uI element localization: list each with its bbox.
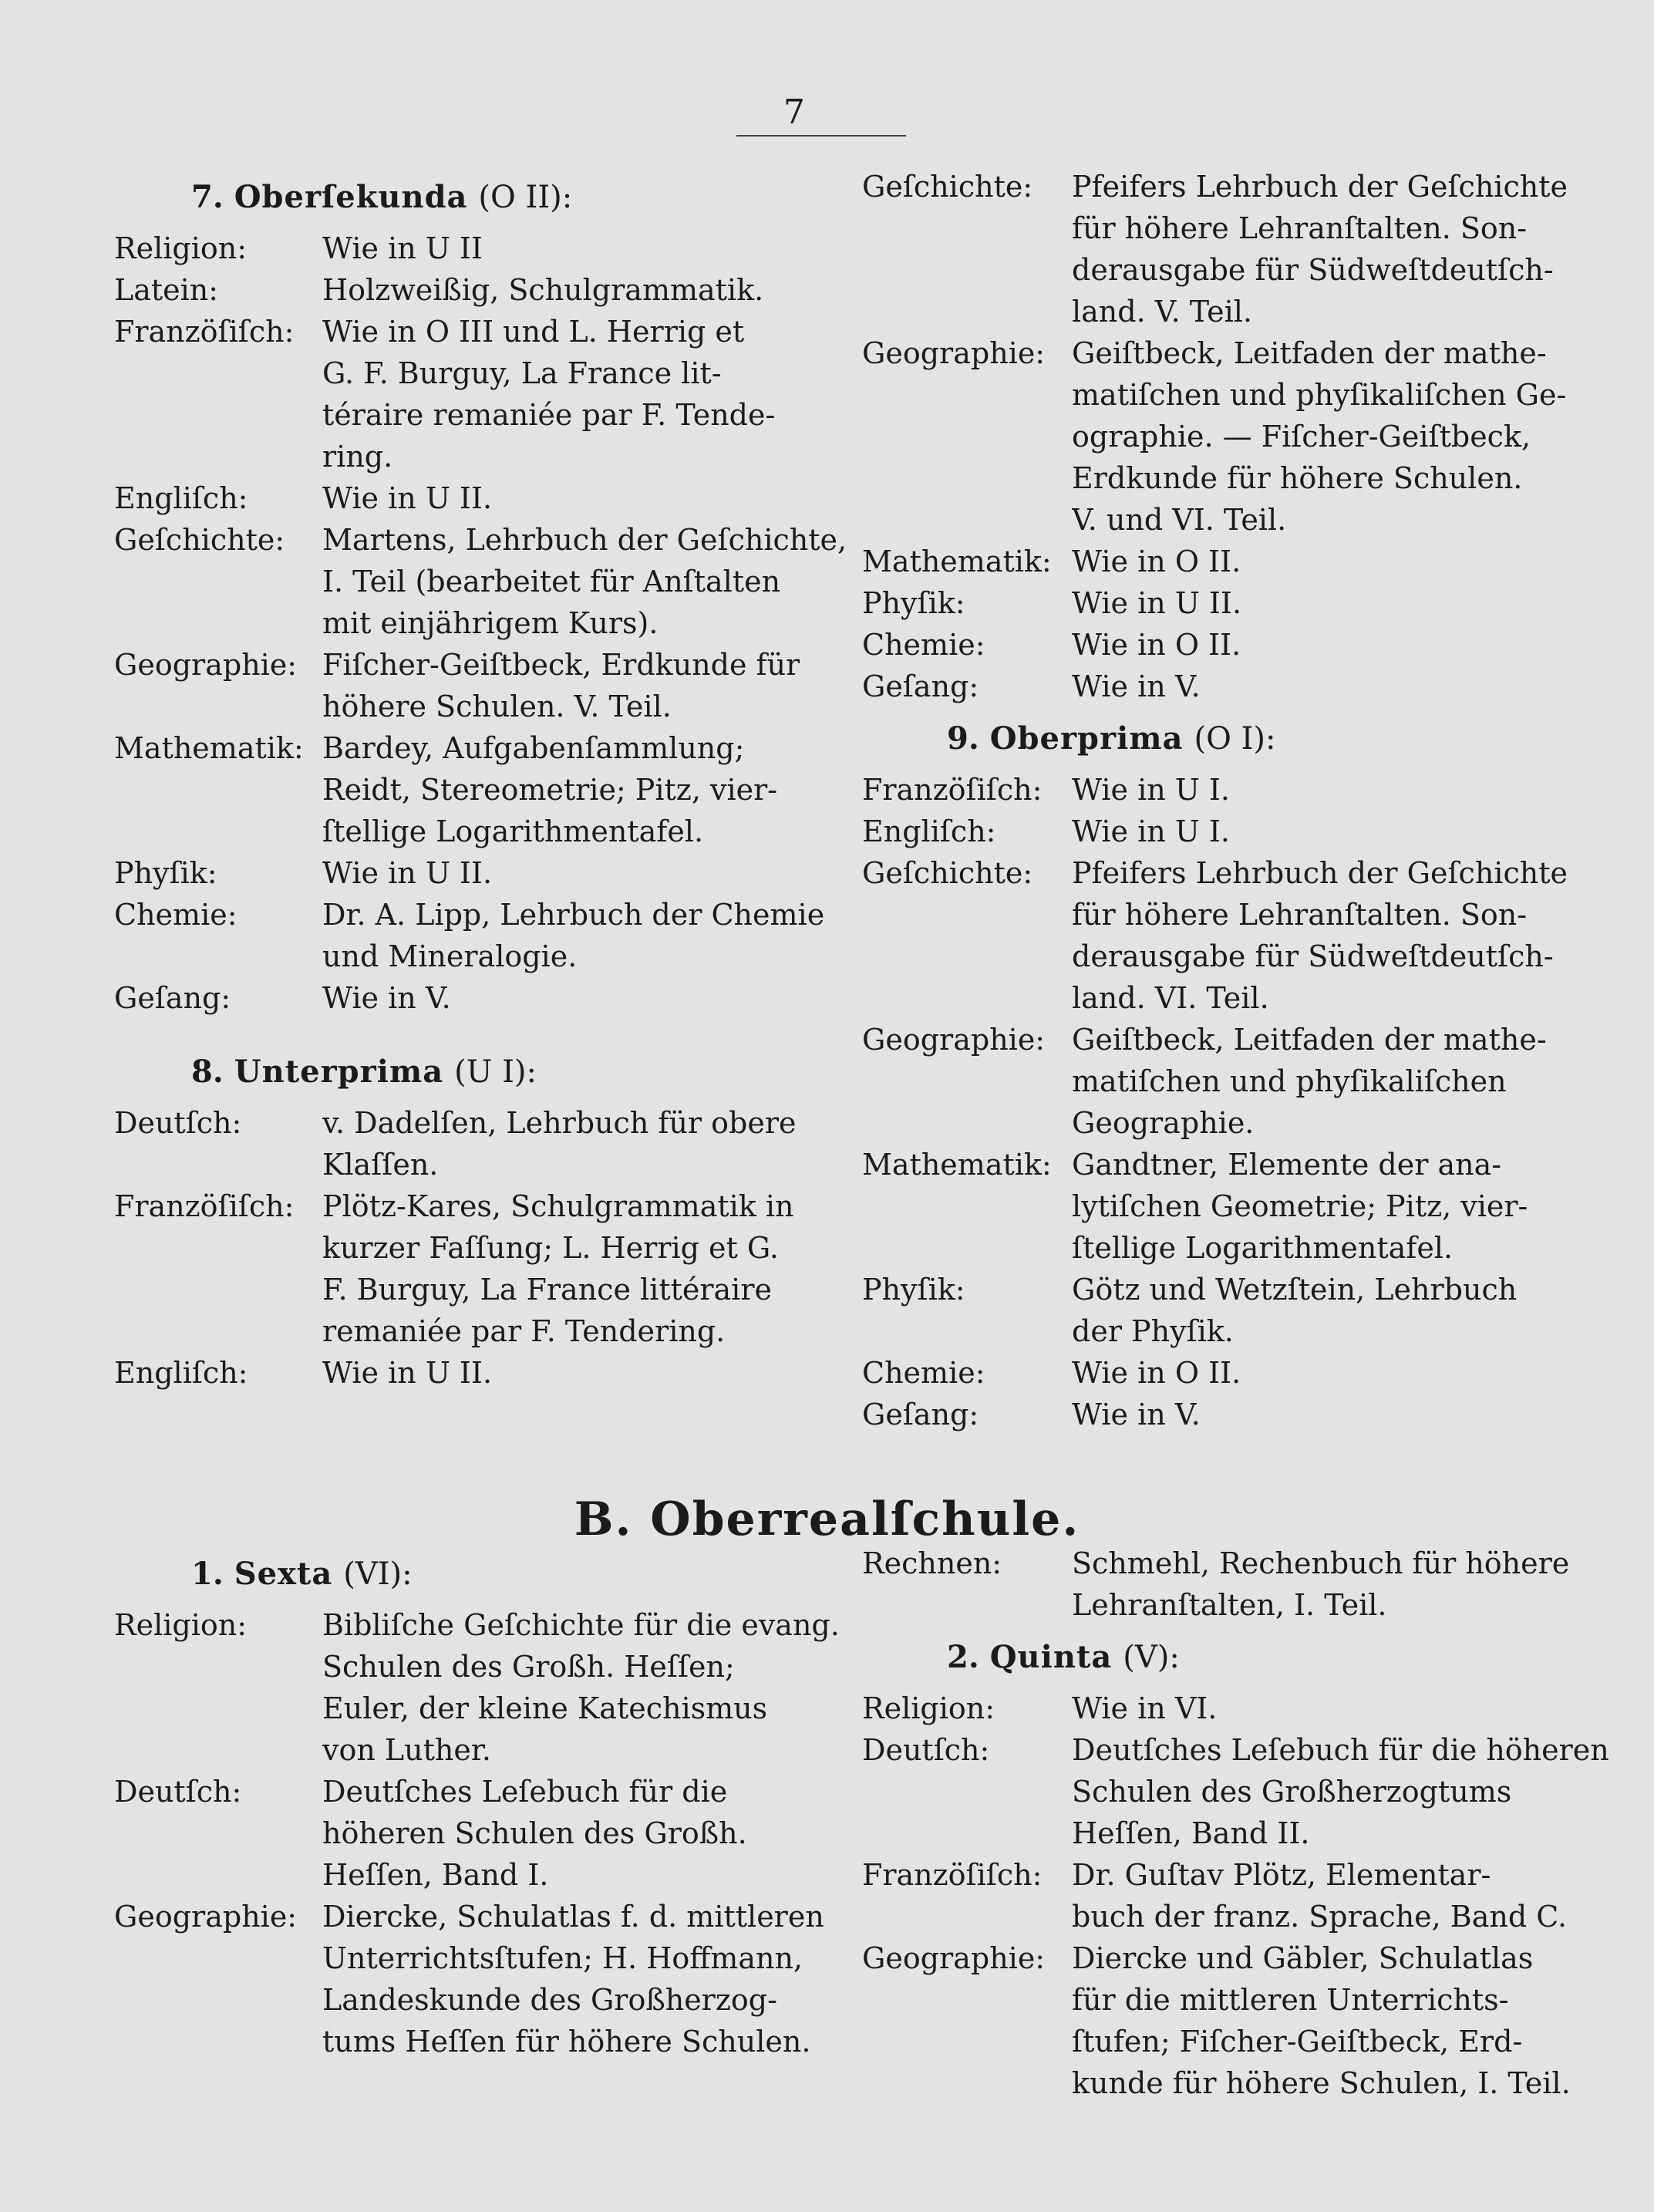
book-line: Schulen des Großh. Heſſen; [322, 1650, 735, 1684]
section-abbr: (O I): [1194, 721, 1276, 757]
book-line: Klaſſen. [322, 1148, 439, 1182]
book-list [1072, 166, 1568, 332]
booklist-entry [862, 852, 1568, 1019]
subject-label: Geographie: [862, 336, 1046, 370]
book-list [322, 228, 789, 269]
book-line: Pfeifers Lehrbuch der Geſchichte [1072, 170, 1568, 204]
subject-label: Geographie: [114, 1900, 298, 1934]
booklist-entry [114, 1352, 789, 1394]
page-number-rule [736, 135, 906, 137]
book-list [1072, 1144, 1545, 1269]
subject-label: Geſang: [862, 669, 979, 703]
book-line: derausgabe für Südweſtdeutſch- [1072, 253, 1554, 287]
book-line: Lehranſtalten, I. Teil. [1072, 1588, 1387, 1622]
book-line: für die mittleren Unterrichts- [1072, 1983, 1509, 2017]
booklist-entry [114, 852, 789, 894]
book-line: matiſchen und phyſikaliſchen Ge- [1072, 378, 1567, 412]
book-line: Pfeifers Lehrbuch der Geſchichte [1072, 856, 1568, 890]
subject-label: Chemie: [114, 898, 237, 932]
book-list [1072, 332, 1566, 541]
subject-label: Deutſch: [114, 1775, 242, 1809]
book-line: Plötz-Kares, Schulgrammatik in [322, 1189, 794, 1223]
book-list [322, 852, 789, 894]
book-line: tums Heſſen für höhere Schulen. [322, 2025, 811, 2059]
booklist-entry [862, 1269, 1545, 1352]
subject-label: Phyſik: [114, 856, 217, 890]
book-line: ſtellige Logarithmentafel. [322, 814, 704, 848]
book-line: Dr. A. Lipp, Lehrbuch der Chemie [322, 898, 825, 932]
booklist-entry [862, 666, 1545, 707]
book-line: Holzweißig, Schulgrammatik. [322, 273, 764, 307]
book-list [322, 644, 800, 727]
book-list [1072, 1394, 1545, 1435]
section-title: Unterprima [234, 1054, 444, 1090]
book-line: ſtufen; Fiſcher-Geiſtbeck, Erd- [1072, 2025, 1523, 2059]
book-line: Wie in U II. [322, 481, 493, 515]
book-line: lytiſchen Geometrie; Pitz, vier- [1072, 1189, 1528, 1223]
subject-label: Phyſik: [862, 1273, 965, 1307]
subject-label: Engliſch: [114, 481, 248, 515]
division-heading [0, 1492, 1654, 1546]
book-line: Bibliſche Geſchichte für die evang. [322, 1608, 840, 1642]
book-line: kurzer Faſſung; L. Herrig et G. [322, 1231, 779, 1265]
subject-label: Mathematik: [862, 545, 1052, 578]
booklist-entry [114, 311, 789, 477]
book-line: Fiſcher-Geiſtbeck, Erdkunde für [322, 648, 800, 682]
subject-label: Engliſch: [114, 1356, 248, 1390]
book-list [1072, 1269, 1545, 1352]
division-title: Oberrealſchule. [650, 1492, 1080, 1546]
book-list [322, 311, 789, 477]
section-heading [114, 1051, 789, 1093]
book-line: von Luther. [322, 1733, 491, 1767]
book-line: Wie in V. [322, 981, 451, 1015]
section-title: Quinta [989, 1639, 1113, 1675]
subject-label: Franzöſiſch: [862, 1858, 1043, 1892]
book-list [1072, 769, 1545, 811]
book-list [1072, 624, 1545, 666]
book-line: Wie in VI. [1072, 1691, 1218, 1725]
booklist-entry [114, 477, 789, 519]
book-line: Landeskunde des Großherzog- [322, 1983, 777, 2017]
book-list [322, 977, 789, 1019]
book-line: V. und VI. Teil. [1072, 503, 1287, 537]
book-list [1072, 852, 1568, 1019]
book-line: Deutſches Leſebuch für die [322, 1775, 728, 1809]
booklist-entry [114, 519, 847, 644]
booklist-entry [862, 1543, 1570, 1626]
booklist-entry [862, 1144, 1545, 1269]
section-number: 7. [191, 179, 224, 215]
subject-label: Franzöſiſch: [862, 773, 1043, 807]
booklist-entry [114, 644, 800, 727]
book-line: Diercke, Schulatlas f. d. mittleren [322, 1900, 824, 1934]
section-abbr: (U I): [454, 1054, 537, 1090]
book-line: Wie in U II [322, 231, 483, 265]
book-line: buch der franz. Sprache, Band C. [1072, 1900, 1568, 1934]
book-list [1072, 541, 1545, 582]
section-gap [114, 1019, 789, 1040]
subject-label: Deutſch: [862, 1733, 990, 1767]
subject-label: Deutſch: [114, 1106, 242, 1140]
book-line: Götz und Wetzſtein, Lehrbuch [1072, 1273, 1518, 1307]
booklist-entry [862, 1394, 1545, 1435]
section-title: Oberſekunda [234, 179, 468, 215]
page-number: 7 [783, 93, 805, 132]
subject-label: Geſang: [114, 981, 231, 1015]
book-line: Schmehl, Rechenbuch für höhere [1072, 1546, 1570, 1580]
section-number: 1. [191, 1556, 224, 1592]
subject-label: Geographie: [862, 1023, 1046, 1057]
book-line: Heſſen, Band I. [322, 1858, 549, 1892]
book-line: Wie in U II. [322, 1356, 493, 1390]
book-list [322, 1102, 797, 1185]
book-line: remaniée par F. Tendering. [322, 1314, 726, 1348]
booklist-entry [114, 228, 789, 269]
book-line: für höhere Lehranſtalten. Son- [1072, 211, 1528, 245]
book-line: ring. [322, 440, 393, 474]
subject-label: Geographie: [114, 648, 298, 682]
book-line: Diercke und Gäbler, Schulatlas [1072, 1941, 1534, 1975]
book-list [1072, 1854, 1567, 1937]
book-line: Geiſtbeck, Leitfaden der mathe- [1072, 336, 1547, 370]
book-list [1072, 1352, 1545, 1394]
section-heading [114, 1553, 789, 1595]
book-list [1072, 666, 1545, 707]
section-heading [114, 177, 789, 218]
booklist-entry [862, 1729, 1609, 1854]
book-list [322, 269, 789, 311]
subject-label: Mathematik: [114, 731, 304, 765]
book-line: Dr. Guſtav Plötz, Elementar- [1072, 1858, 1491, 1892]
booklist-entry [114, 1185, 794, 1352]
book-list [1072, 811, 1545, 852]
booklist-entry [862, 166, 1568, 332]
booklist-entry [862, 541, 1545, 582]
book-line: höheren Schulen des Großh. [322, 1816, 747, 1850]
subject-label: Franzöſiſch: [114, 315, 295, 349]
book-line: G. F. Burguy, La France lit- [322, 356, 722, 390]
booklist-entry [114, 1771, 789, 1896]
book-line: Wie in U II. [1072, 586, 1242, 620]
book-line: Deutſches Leſebuch für die höheren [1072, 1733, 1609, 1767]
book-line: Heſſen, Band II. [1072, 1816, 1310, 1850]
book-line: Wie in O II. [1072, 545, 1241, 578]
section-number: 8. [191, 1054, 224, 1090]
section-title: Sexta [234, 1556, 333, 1592]
book-line: I. Teil (bearbeitet für Anſtalten [322, 565, 781, 599]
book-line: land. VI. Teil. [1072, 981, 1269, 1015]
subject-label: Rechnen: [862, 1546, 1002, 1580]
book-line: Reidt, Stereometrie; Pitz, vier- [322, 773, 778, 807]
section-abbr: (O II): [478, 180, 573, 215]
right-column-top [862, 166, 1568, 1435]
booklist-entry [114, 727, 789, 852]
book-list [322, 1896, 824, 2062]
book-line: Wie in V. [1072, 1398, 1201, 1431]
section-abbr: (V): [1123, 1640, 1180, 1675]
book-list [1072, 1937, 1571, 2104]
book-line: land. V. Teil. [1072, 295, 1252, 329]
division-letter: B. [574, 1492, 633, 1546]
book-list [322, 1352, 789, 1394]
subject-label: Chemie: [862, 1356, 985, 1390]
booklist-entry [862, 1688, 1545, 1729]
book-line: für höhere Lehranſtalten. Son- [1072, 898, 1528, 932]
book-line: Wie in U I. [1072, 773, 1231, 807]
book-line: Geographie. [1072, 1106, 1255, 1140]
subject-label: Engliſch: [862, 814, 996, 848]
book-list [322, 477, 789, 519]
subject-label: Geſchichte: [114, 523, 285, 557]
book-line: Geiſtbeck, Leitfaden der mathe- [1072, 1023, 1547, 1057]
book-line: Unterrichtsſtufen; H. Hoffmann, [322, 1941, 803, 1975]
subject-label: Geographie: [862, 1941, 1046, 1975]
book-list [322, 894, 824, 977]
book-line: Wie in O III und L. Herrig et [322, 315, 745, 349]
book-line: v. Dadelſen, Lehrbuch für obere [322, 1106, 797, 1140]
booklist-entry [862, 811, 1545, 852]
booklist-entry [114, 1102, 797, 1185]
subject-label: Geſang: [862, 1398, 979, 1431]
booklist-entry [114, 1604, 840, 1771]
section-heading [862, 1637, 1545, 1678]
subject-label: Franzöſiſch: [114, 1189, 295, 1223]
booklist-entry [862, 1937, 1571, 2104]
section-title: Oberprima [989, 720, 1184, 757]
booklist-entry [114, 269, 789, 311]
booklist-entry [862, 769, 1545, 811]
subject-label: Latein: [114, 273, 219, 307]
booklist-entry [114, 1896, 824, 2062]
book-line: mit einjährigem Kurs). [322, 606, 659, 640]
book-line: téraire remaniée par F. Tende- [322, 398, 776, 432]
book-list [1072, 1729, 1609, 1854]
section-heading [862, 718, 1545, 760]
book-line: kunde für höhere Schulen, I. Teil. [1072, 2066, 1571, 2100]
book-list [1072, 1543, 1569, 1626]
subject-label: Chemie: [862, 628, 985, 662]
subject-label: Phyſik: [862, 586, 965, 620]
book-list [1072, 582, 1545, 624]
book-line: Wie in V. [1072, 669, 1201, 703]
booklist-entry [862, 332, 1567, 541]
book-line: ſtellige Logarithmentafel. [1072, 1231, 1454, 1265]
subject-label: Religion: [862, 1691, 995, 1725]
left-column-top [114, 166, 847, 1394]
book-line: Gandtner, Elemente der ana- [1072, 1148, 1502, 1182]
section-number: 9. [947, 720, 979, 757]
booklist-entry [862, 1854, 1568, 1937]
right-column-bottom [862, 1543, 1609, 2104]
subject-label: Geſchichte: [862, 856, 1033, 890]
subject-label: Religion: [114, 231, 248, 265]
subject-label: Mathematik: [862, 1148, 1052, 1182]
book-list [322, 1185, 794, 1352]
section-number: 2. [947, 1639, 979, 1675]
book-list [1072, 1019, 1547, 1144]
left-column-bottom [114, 1543, 840, 2062]
book-line: Wie in U I. [1072, 814, 1231, 848]
book-line: Erdkunde für höhere Schulen. [1072, 461, 1523, 495]
subject-label: Geſchichte: [862, 170, 1033, 204]
book-line: Bardey, Aufgabenſammlung; [322, 731, 745, 765]
book-line: ographie. — Fiſcher-Geiſtbeck, [1072, 420, 1531, 454]
booklist-entry [862, 624, 1545, 666]
book-list [322, 1771, 789, 1896]
book-list [1072, 1688, 1545, 1729]
book-list [322, 519, 847, 644]
book-line: Wie in U II. [322, 856, 493, 890]
book-line: Wie in O II. [1072, 1356, 1241, 1390]
book-list [322, 727, 789, 852]
book-line: derausgabe für Südweſtdeutſch- [1072, 939, 1554, 973]
book-line: der Phyſik. [1072, 1314, 1234, 1348]
booklist-entry [862, 582, 1545, 624]
book-line: Martens, Lehrbuch der Geſchichte, [322, 523, 847, 557]
booklist-entry [114, 977, 789, 1019]
book-line: Schulen des Großherzogtums [1072, 1775, 1512, 1809]
section-abbr: (VI): [343, 1556, 413, 1592]
book-line: F. Burguy, La France littéraire [322, 1273, 772, 1307]
booklist-entry [862, 1352, 1545, 1394]
booklist-entry [862, 1019, 1545, 1144]
book-line: und Mineralogie. [322, 939, 578, 973]
booklist-entry [114, 894, 825, 977]
book-list [322, 1604, 840, 1771]
book-line: höhere Schulen. V. Teil. [322, 690, 672, 723]
book-line: Euler, der kleine Katechismus [322, 1691, 768, 1725]
book-line: Wie in O II. [1072, 628, 1241, 662]
subject-label: Religion: [114, 1608, 248, 1642]
book-line: matiſchen und phyſikaliſchen [1072, 1064, 1507, 1098]
